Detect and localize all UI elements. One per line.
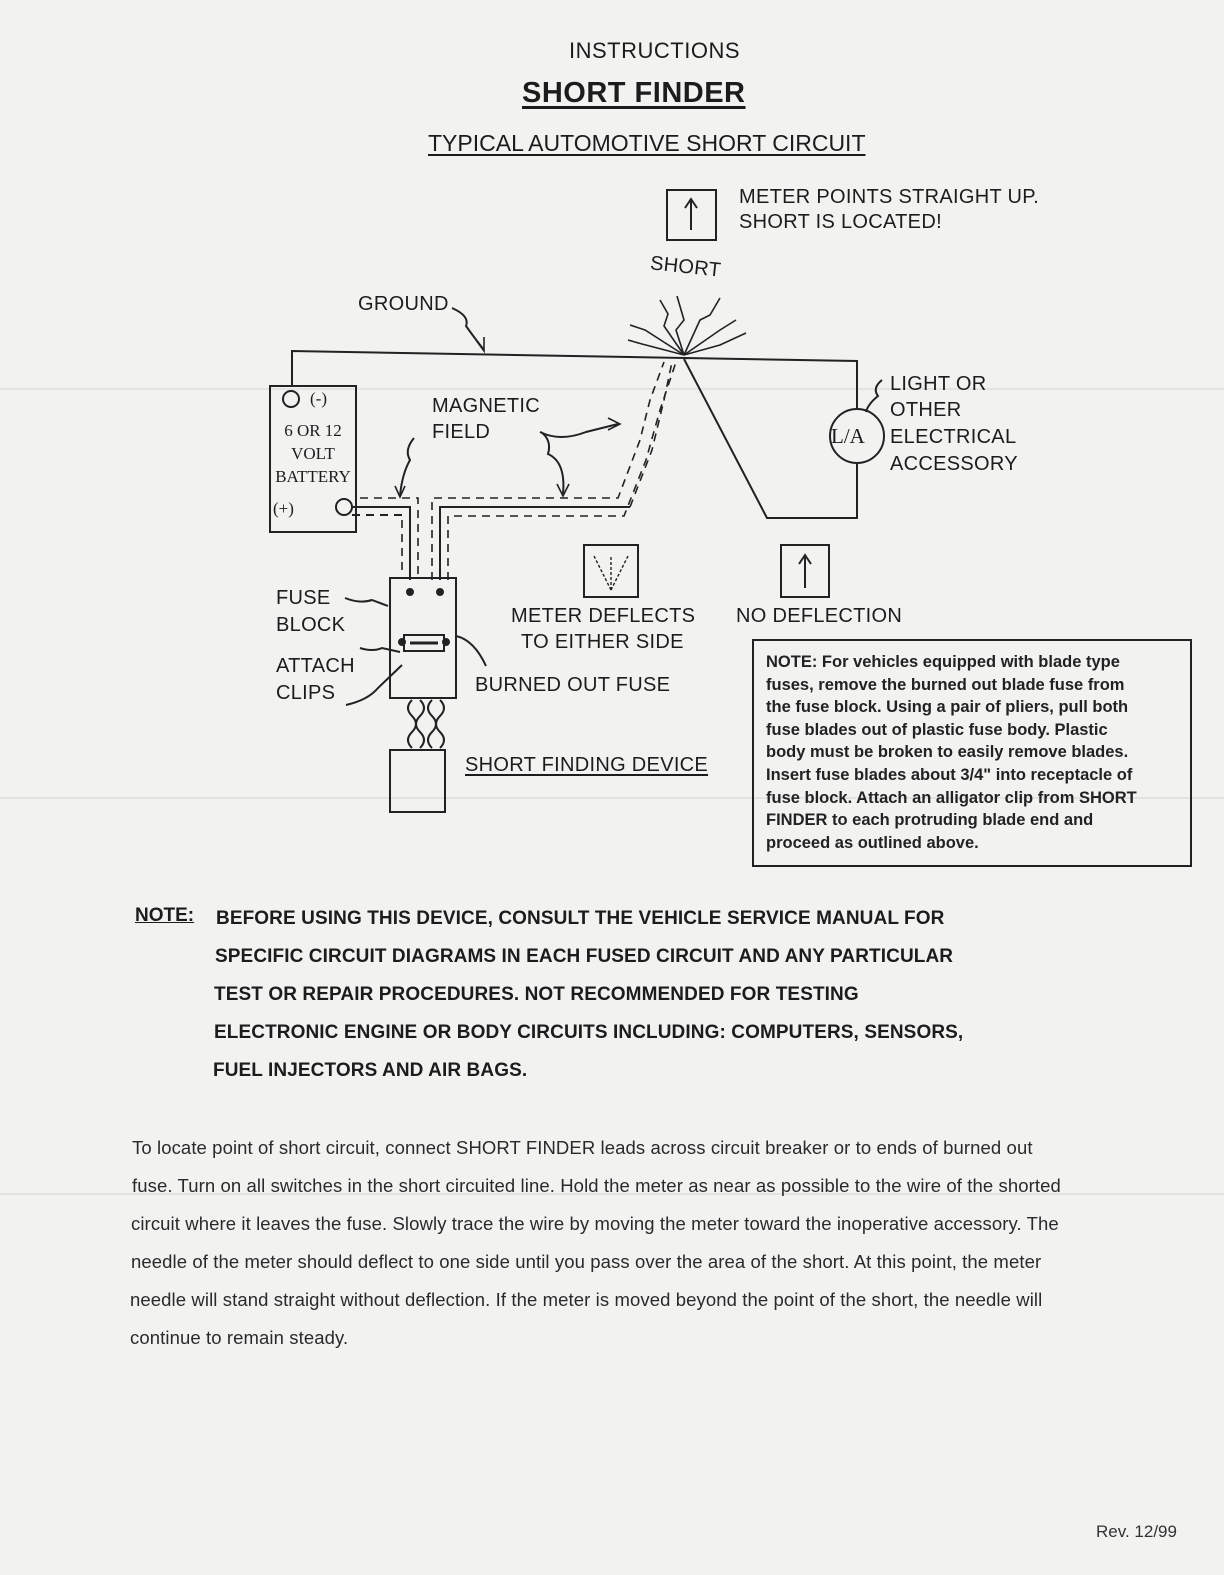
battery-volt-label: VOLT <box>291 444 335 463</box>
block-label: BLOCK <box>276 614 346 636</box>
body-line: fuse. Turn on all switches in the short circuited line. Hold the meter as near as possible to the wire of the shorted <box>132 1175 1061 1196</box>
note-line: the fuse block. Using a pair of pliers, pull both <box>766 698 1129 717</box>
battery-plus-label: (+) <box>273 499 294 518</box>
spark-icon <box>628 296 746 355</box>
accessory-label-3: ELECTRICAL <box>890 426 1017 448</box>
meter-up-label-1: METER POINTS STRAIGHT UP. <box>739 186 1040 208</box>
note-line: proceed as outlined above. <box>766 833 979 852</box>
warning-line: SPECIFIC CIRCUIT DIAGRAMS IN EACH FUSED CIRCUIT AND ANY PARTICULAR <box>215 946 954 967</box>
revision-label: Rev. 12/99 <box>1096 1522 1177 1541</box>
meter-deflects-label-2: TO EITHER SIDE <box>521 631 684 653</box>
accessory-label-4: ACCESSORY <box>890 453 1018 475</box>
short-label: SHORT <box>649 252 723 282</box>
instructions-heading: INSTRUCTIONS <box>569 38 740 63</box>
field-label: FIELD <box>432 421 491 443</box>
battery-voltage-label: 6 OR 12 <box>284 421 342 440</box>
page-title: SHORT FINDER <box>522 77 746 109</box>
note-line: Insert fuse blades about 3/4" into receptacle of <box>766 765 1133 784</box>
body-line: needle of the meter should deflect to one side until you pass over the area of the short. At this point, the meter <box>131 1251 1042 1272</box>
warning-label: NOTE: <box>135 905 195 926</box>
warning-line: ELECTRONIC ENGINE OR BODY CIRCUITS INCLUDING: COMPUTERS, SENSORS, <box>214 1022 964 1043</box>
meter-deflects-label-1: METER DEFLECTS <box>511 605 696 627</box>
accessory-symbol: L/A <box>831 424 865 448</box>
body-line: circuit where it leaves the fuse. Slowly trace the wire by moving the meter toward the inoperative accessory. The <box>131 1213 1059 1234</box>
warning-line: TEST OR REPAIR PROCEDURES. NOT RECOMMENDED FOR TESTING <box>214 984 859 1005</box>
body-line: To locate point of short circuit, connect SHORT FINDER leads across circuit breaker or to ends of burned out <box>132 1137 1033 1158</box>
meter-up-label-2: SHORT IS LOCATED! <box>739 211 942 233</box>
note-line: NOTE: For vehicles equipped with blade type <box>766 653 1120 671</box>
warning-line: FUEL INJECTORS AND AIR BAGS. <box>213 1060 528 1081</box>
note-line: fuses, remove the burned out blade fuse from <box>766 675 1125 694</box>
no-deflection-label: NO DEFLECTION <box>736 605 903 627</box>
short-finding-device-icon <box>390 750 445 812</box>
field-arrow <box>541 432 563 494</box>
fuse-label: FUSE <box>276 587 331 609</box>
ground-label: GROUND <box>358 293 449 315</box>
note-line: fuse block. Attach an alligator clip from SHORT <box>766 788 1137 807</box>
page-subtitle: TYPICAL AUTOMOTIVE SHORT CIRCUIT <box>428 130 866 156</box>
accessory-label-2: OTHER <box>890 399 962 421</box>
note-line: body must be broken to easily remove blades. <box>766 743 1129 762</box>
blade-fuse-note-box <box>752 639 1192 867</box>
note-line: FINDER to each protruding blade end and <box>766 811 1094 830</box>
battery-minus-label: (-) <box>310 389 327 408</box>
short-finding-device-label: SHORT FINDING DEVICE <box>465 754 709 776</box>
battery-label: BATTERY <box>275 467 351 486</box>
fuse-block-icon <box>390 578 456 698</box>
body-line: continue to remain steady. <box>130 1327 349 1348</box>
warning-line: BEFORE USING THIS DEVICE, CONSULT THE VEHICLE SERVICE MANUAL FOR <box>216 908 945 929</box>
accessory-label-1: LIGHT OR <box>890 373 987 395</box>
burned-out-fuse-label: BURNED OUT FUSE <box>475 674 671 696</box>
magnetic-label: MAGNETIC <box>432 395 540 417</box>
clips-label: CLIPS <box>276 682 336 704</box>
note-line: fuse blades out of plastic fuse body. Plastic <box>766 720 1108 739</box>
attach-label: ATTACH <box>276 655 355 677</box>
body-line: needle will stand straight without deflection. If the meter is moved beyond the point of the short, the needle will <box>130 1289 1043 1310</box>
